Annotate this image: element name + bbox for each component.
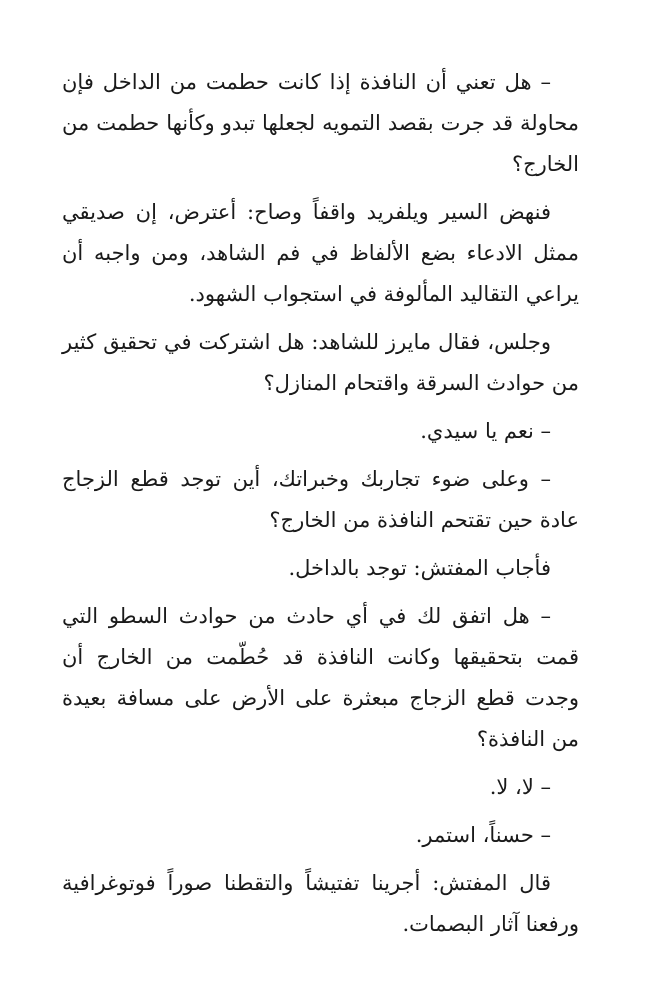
paragraph-no-no: – لا، لا. (489, 775, 551, 799)
paragraph-myers-question: وجلس، فقال مايرز للشاهد: هل اشتركت في تحقيق كثير من حوادث السرقة واقتحام المنازل؟ (62, 330, 579, 395)
paragraph-objection: فنهض السير ويلفريد واقفاً وصاح: أعترض، إن صديقي ممثل الادعاء بضع الألفاظ في فم الشاهد، ومن واجبه أن يراعي التقاليد المألوفة في استجواب الشهود. (62, 200, 579, 306)
paragraph-burglary-question: – هل اتفق لك في أي حادث من حوادث السطو التي قمت بتحقيقها وكانت النافذة قد حُطّمت من الخارج أن وجدت قطع الزجاج مبعثرة على الأرض على مسافة بعيدة من النافذة؟ (62, 604, 579, 751)
paragraph-inspector-answer: فأجاب المفتش: توجد بالداخل. (288, 556, 551, 580)
paragraph-yes-sir: – نعم يا سيدي. (420, 419, 551, 443)
paragraph-inspector-search: قال المفتش: أجرينا تفتيشاً والتقطنا صوراً فوتوغرافية ورفعنا آثار البصمات. (62, 871, 579, 936)
paragraph-question-window: – هل تعني أن النافذة إذا كانت حطمت من الداخل فإن محاولة قد جرت بقصد التمويه لجعلها تبدو وكأنها حطمت من الخارج؟ (62, 70, 579, 176)
paragraph-glass-question: – وعلى ضوء تجاربك وخبراتك، أين توجد قطع الزجاج عادة حين تقتحم النافذة من الخارج؟ (62, 467, 579, 532)
paragraph-continue: – حسناً، استمر. (415, 823, 551, 847)
